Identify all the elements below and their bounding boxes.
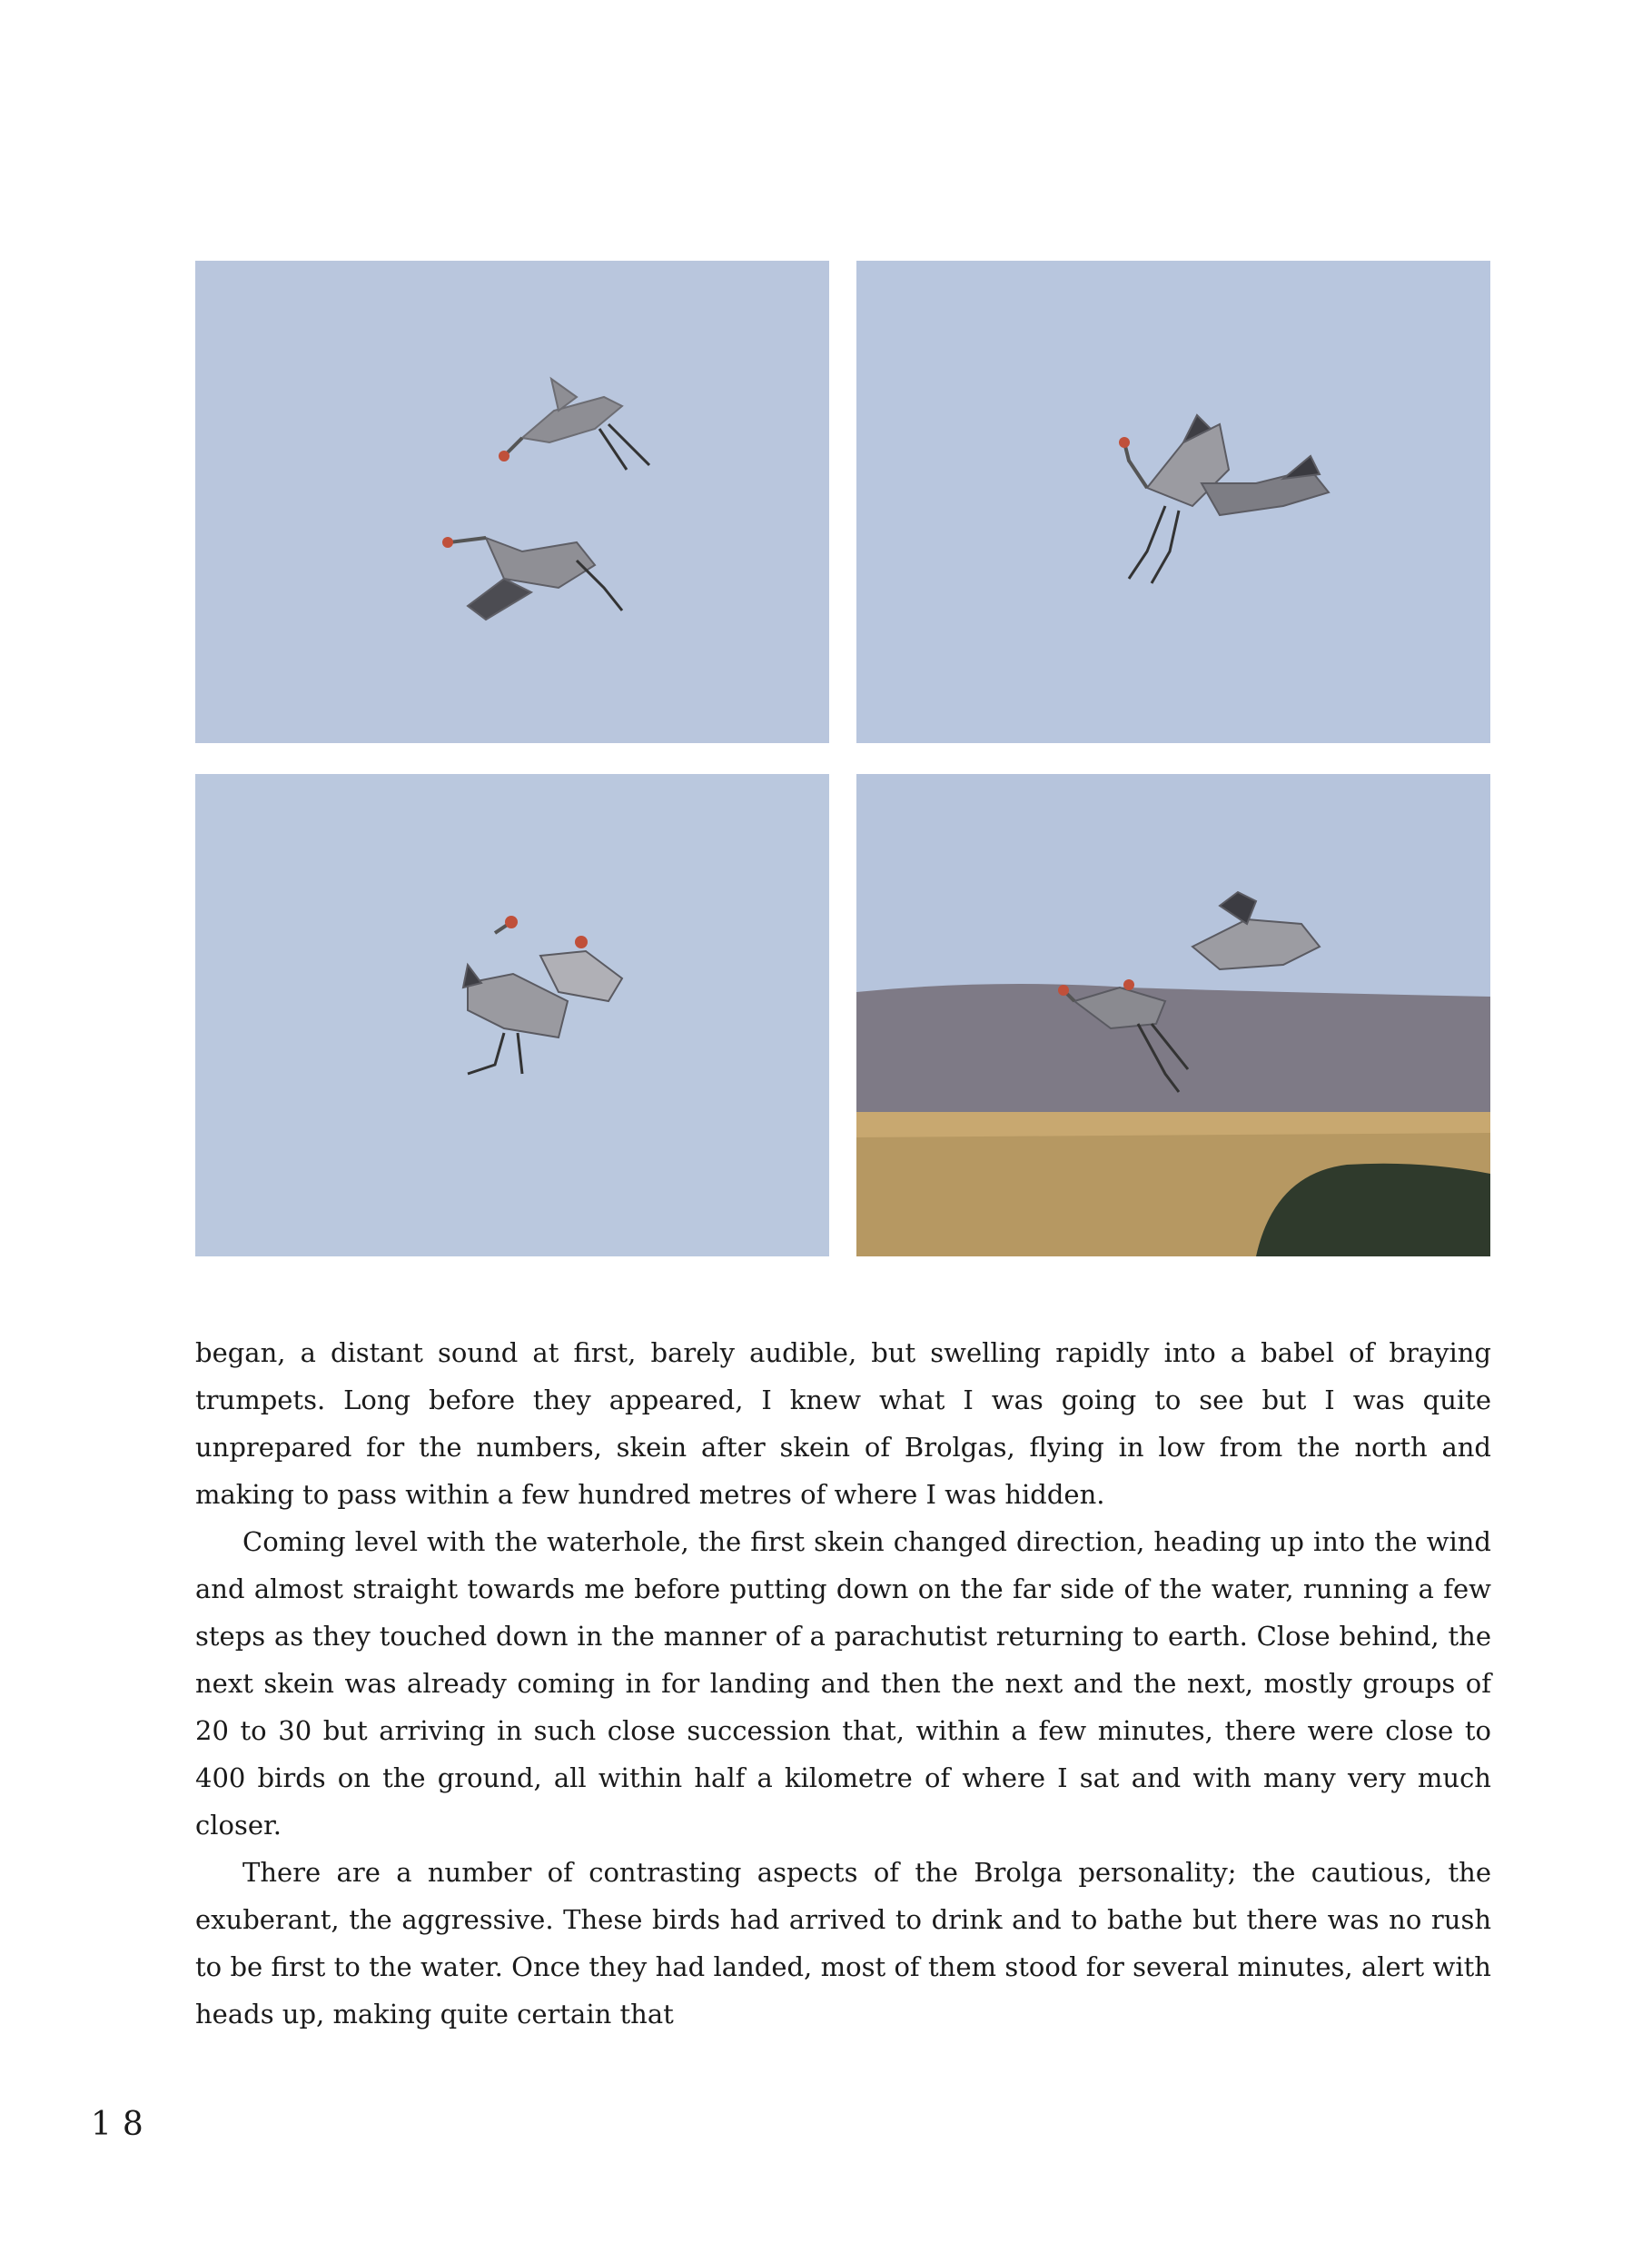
photo-cranes-top-right xyxy=(856,261,1490,743)
photo-cranes-top-left xyxy=(195,261,829,743)
body-text xyxy=(195,1329,1491,2038)
paragraph: began, a distant sound at first, barely audible, but swelling rapidly into a babel of braying trumpets. Long before they appeared, I knew what I was going to see but I was quite unprepared for the numbers, skein after skein of Brolgas, flying in low from the north and making to pass within a few hundred metres of where I was hidden. xyxy=(195,1337,1491,1510)
paragraph: Coming level with the waterhole, the first skein changed direction, heading up into the wind and almost straight towards me before putting down on the far side of the water, running a few steps as they touched down in the manner of a parachutist returning to earth. Close behind, the next skein was already coming in for landing and then the next and the next, mostly groups of 20 to 30 but arriving in such close succession that, within a few minutes, there were close to 400 birds on the ground, all within half a kilometre of where I sat and with many very much closer. xyxy=(195,1526,1491,1841)
photo-cranes-bottom-left xyxy=(195,774,829,1256)
paragraph: There are a number of contrasting aspects of the Brolga personality; the cautious, the exuberant, the aggressive. These birds had arrived to drink and to bathe but there was no rush to be first to the water. Once they had landed, most of them stood for several minutes, alert with heads up, making quite certain that xyxy=(195,1857,1491,2030)
page-number: 18 xyxy=(91,2106,154,2143)
photo-cranes-bottom-right xyxy=(856,774,1490,1256)
